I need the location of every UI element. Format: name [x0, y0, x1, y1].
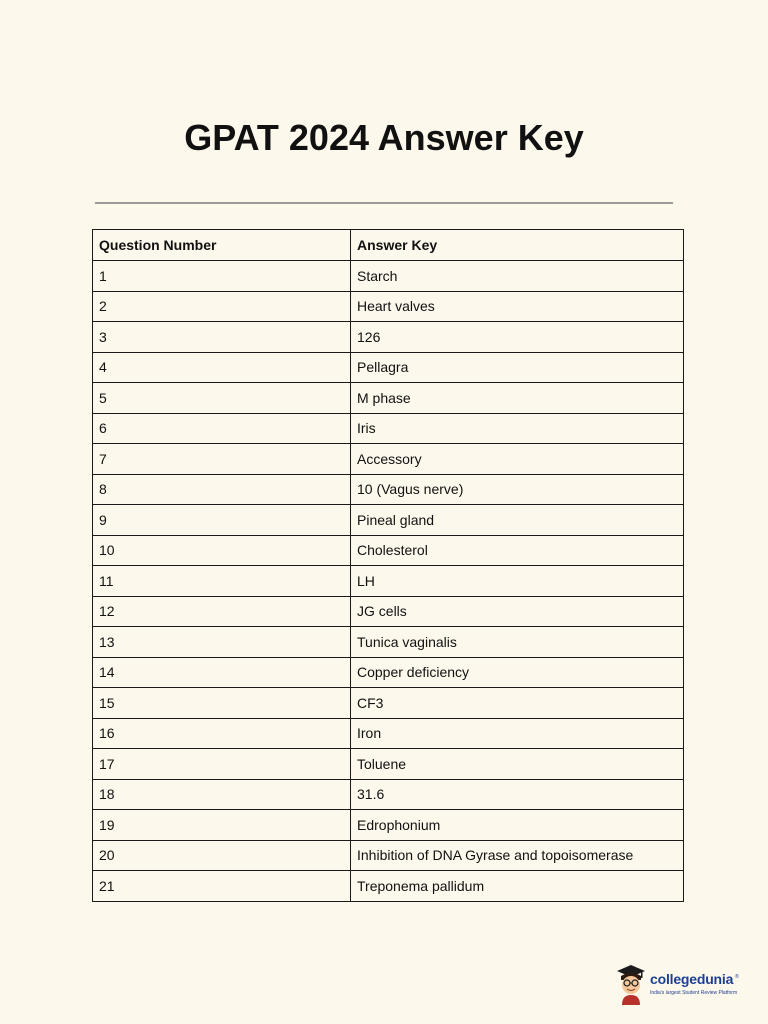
- question-number-cell: 2: [93, 291, 351, 322]
- answer-key-cell: JG cells: [351, 596, 684, 627]
- question-number-cell: 16: [93, 718, 351, 749]
- question-number-cell: 9: [93, 505, 351, 536]
- answer-key-cell: Accessory: [351, 444, 684, 475]
- table-row: [93, 505, 684, 536]
- question-number-cell: 7: [93, 444, 351, 475]
- answer-key-cell: Toluene: [351, 749, 684, 780]
- student-mascot-icon: [614, 962, 648, 1006]
- question-number-cell: 12: [93, 596, 351, 627]
- question-number-cell: 6: [93, 413, 351, 444]
- table-row: [93, 474, 684, 505]
- question-number-cell: 1: [93, 261, 351, 292]
- answer-key-cell: M phase: [351, 383, 684, 414]
- answer-key-cell: 31.6: [351, 779, 684, 810]
- answer-key-cell: Pineal gland: [351, 505, 684, 536]
- answer-key-cell: CF3: [351, 688, 684, 719]
- table-row: [93, 749, 684, 780]
- collegedunia-logo: [614, 962, 744, 1006]
- question-number-cell: 11: [93, 566, 351, 597]
- question-number-cell: 4: [93, 352, 351, 383]
- table-row: [93, 291, 684, 322]
- table-row: [93, 413, 684, 444]
- logo-registered-mark: ®: [735, 974, 739, 980]
- answer-key-cell: 10 (Vagus nerve): [351, 474, 684, 505]
- table-row: [93, 383, 684, 414]
- question-number-cell: 3: [93, 322, 351, 353]
- answer-key-cell: Pellagra: [351, 352, 684, 383]
- question-number-cell: 8: [93, 474, 351, 505]
- logo-wordmark: collegedunia: [650, 971, 734, 987]
- title-divider: [95, 202, 673, 204]
- answer-key-cell: Heart valves: [351, 291, 684, 322]
- question-number-cell: 20: [93, 840, 351, 871]
- table-row: [93, 352, 684, 383]
- question-number-cell: 5: [93, 383, 351, 414]
- answer-key-cell: Starch: [351, 261, 684, 292]
- table-row: [93, 322, 684, 353]
- question-number-cell: 14: [93, 657, 351, 688]
- table-row: [93, 566, 684, 597]
- table-row: [93, 596, 684, 627]
- question-number-cell: 18: [93, 779, 351, 810]
- answer-key-cell: Tunica vaginalis: [351, 627, 684, 658]
- question-number-cell: 15: [93, 688, 351, 719]
- answer-key-cell: 126: [351, 322, 684, 353]
- logo-tagline: India's largest Student Review Platform: [650, 990, 738, 996]
- answer-key-cell: Iron: [351, 718, 684, 749]
- table-row: [93, 627, 684, 658]
- answer-key-cell: Inhibition of DNA Gyrase and topoisomerase: [351, 840, 684, 871]
- answer-key-cell: Cholesterol: [351, 535, 684, 566]
- question-number-cell: 13: [93, 627, 351, 658]
- table-body: [93, 261, 684, 902]
- answer-key-cell: Copper deficiency: [351, 657, 684, 688]
- question-number-cell: 19: [93, 810, 351, 841]
- table-row: [93, 261, 684, 292]
- answer-key-cell: Edrophonium: [351, 810, 684, 841]
- column-header-question-number: Question Number: [93, 230, 351, 261]
- table-row: [93, 779, 684, 810]
- table-row: [93, 535, 684, 566]
- table-row: [93, 444, 684, 475]
- table-row: [93, 871, 684, 902]
- answer-key-cell: Iris: [351, 413, 684, 444]
- table-row: [93, 657, 684, 688]
- question-number-cell: 17: [93, 749, 351, 780]
- answer-key-cell: LH: [351, 566, 684, 597]
- answer-key-cell: Treponema pallidum: [351, 871, 684, 902]
- table-row: [93, 810, 684, 841]
- page-title: GPAT 2024 Answer Key: [184, 117, 584, 158]
- table-row: [93, 718, 684, 749]
- table-row: [93, 840, 684, 871]
- answer-key-table: [92, 229, 684, 902]
- column-header-answer-key: Answer Key: [351, 230, 684, 261]
- table-row: [93, 688, 684, 719]
- question-number-cell: 21: [93, 871, 351, 902]
- table-header-row: [93, 230, 684, 261]
- question-number-cell: 10: [93, 535, 351, 566]
